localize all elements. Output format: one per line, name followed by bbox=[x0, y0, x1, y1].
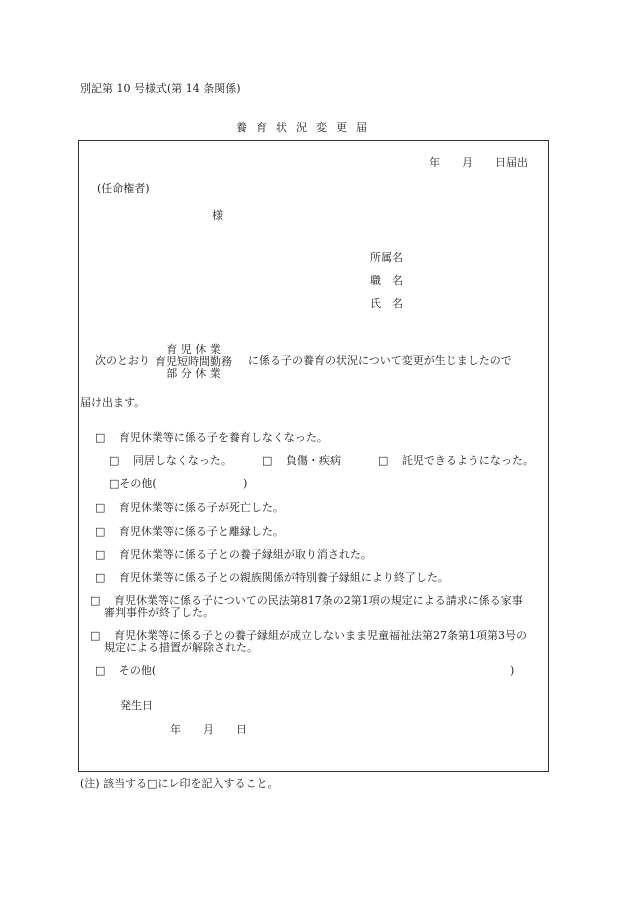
checkbox[interactable]: □ bbox=[90, 594, 101, 607]
checkbox[interactable]: □ bbox=[109, 454, 120, 467]
checkbox-item-5[interactable] bbox=[95, 572, 449, 585]
checkbox[interactable]: □ bbox=[95, 501, 106, 514]
item-label: 育児休業等に係る子を養育しなくなった。 bbox=[118, 431, 328, 444]
sub-item-label: 託児できるようになった。 bbox=[401, 454, 534, 467]
item-label: 育児休業等に係る子が死亡した。 bbox=[118, 501, 284, 514]
item-6-label: 育児休業等に係る子についての民法第817条の2第1項の規定による請求に係る家事審判事件が終了した。 bbox=[104, 594, 523, 619]
checkbox[interactable]: □ bbox=[95, 571, 106, 584]
checkbox-item-7[interactable] bbox=[90, 630, 100, 643]
intro-closing: 届け出ます。 bbox=[80, 396, 146, 409]
sub-item-label: 負傷・疾病 bbox=[285, 454, 341, 467]
checkbox[interactable]: □ bbox=[95, 525, 106, 538]
form-reference: 別記第 10 号様式(第 14 条関係) bbox=[80, 82, 241, 95]
sub-checkbox-other[interactable] bbox=[109, 478, 157, 491]
sub-other-close: ) bbox=[243, 477, 248, 490]
submission-date[interactable]: 年 月 日届出 bbox=[429, 156, 528, 169]
checkbox[interactable]: □ bbox=[378, 454, 389, 467]
item-7-label: 育児休業等に係る子との養子縁組が成立しないまま児童福祉法第27条第1項第3号の規定による措置が解除された。 bbox=[104, 629, 527, 654]
other-close: ) bbox=[510, 664, 515, 677]
sub-other-label: その他( bbox=[119, 477, 157, 490]
intro-prefix: 次のとおり bbox=[95, 354, 150, 367]
checkbox[interactable]: □ bbox=[95, 548, 106, 561]
occurrence-date[interactable]: 年 月 日 bbox=[170, 723, 247, 736]
checkbox[interactable]: □ bbox=[95, 664, 106, 677]
occurrence-label: 発生日 bbox=[120, 699, 153, 712]
item-label: 育児休業等に係る子と離縁した。 bbox=[118, 525, 284, 538]
form-title: 養育状況変更届 bbox=[236, 121, 376, 134]
checkbox-item-4[interactable] bbox=[95, 549, 372, 562]
footnote: (注) 該当する□にレ印を記入すること。 bbox=[80, 777, 279, 790]
leave-type-options bbox=[155, 344, 232, 380]
intro-suffix: に係る子の養育の状況について変更が生じましたので bbox=[248, 354, 512, 367]
checkbox-item-1[interactable] bbox=[95, 432, 328, 445]
leave-option-childcare: 育 児 休 業 bbox=[166, 343, 221, 356]
leave-option-partial: 部 分 休 業 bbox=[166, 367, 221, 380]
item-label: 育児休業等に係る子との親族関係が特別養子縁組により終了した。 bbox=[118, 571, 449, 584]
checkbox-item-3[interactable] bbox=[95, 526, 284, 539]
sub-item-label: 同居しなくなった。 bbox=[132, 454, 232, 467]
sub-checkbox-injury[interactable] bbox=[262, 455, 341, 468]
item-label: 育児休業等に係る子との養子縁組が取り消された。 bbox=[118, 548, 372, 561]
checkbox-item-6[interactable] bbox=[90, 595, 100, 608]
checkbox[interactable]: □ bbox=[262, 454, 273, 467]
checkbox-other[interactable] bbox=[95, 665, 156, 678]
affiliation-label: 所属名 bbox=[370, 251, 403, 264]
name-label: 氏 名 bbox=[370, 297, 403, 310]
checkbox[interactable]: □ bbox=[109, 477, 120, 490]
checkbox-item-2[interactable] bbox=[95, 502, 284, 515]
other-label: その他( bbox=[118, 664, 157, 677]
honorific-label: 様 bbox=[212, 209, 223, 222]
checkbox[interactable]: □ bbox=[95, 431, 106, 444]
leave-option-short-hours: 育児短時間勤務 bbox=[155, 355, 232, 368]
checkbox[interactable]: □ bbox=[90, 629, 101, 642]
position-label: 職 名 bbox=[370, 274, 403, 287]
sub-checkbox-childcare[interactable] bbox=[378, 455, 534, 468]
appointer-label: (任命権者) bbox=[97, 182, 150, 195]
sub-checkbox-cohabit[interactable] bbox=[109, 455, 232, 468]
